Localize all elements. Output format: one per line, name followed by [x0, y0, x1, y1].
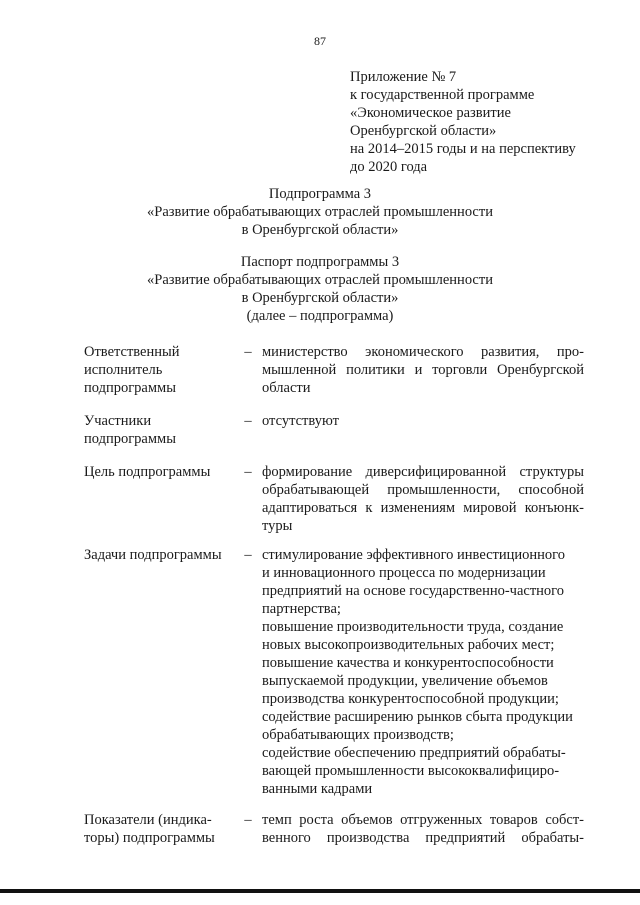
row-value-line: и инновационного процесса по модернизации — [262, 565, 546, 581]
row-value-line: обрабатывающих производств; — [262, 727, 454, 743]
row-value-line: темп роста объемов отгруженных товаров собст- — [262, 812, 584, 828]
appendix-line: Приложение № 7 — [350, 69, 457, 85]
subprogram-title-line: Подпрограмма 3 — [268, 186, 372, 202]
subprogram-title-line: в Оренбургской области» — [241, 222, 399, 238]
passport-title-line: (далее – подпрограмма) — [246, 308, 394, 324]
row-value-line: выпускаемой продукции, увеличение объемов — [262, 673, 548, 689]
passport-title-line: «Развитие обрабатывающих отраслей промышленности — [147, 272, 493, 288]
row-label-line: подпрограммы — [84, 431, 176, 447]
page-number: 87 — [314, 34, 326, 48]
appendix-line: Оренбургской области» — [350, 123, 497, 139]
row-value-line: партнерства; — [262, 601, 341, 617]
row-value-line: отсутствуют — [262, 413, 339, 429]
appendix-line: до 2020 года — [350, 159, 428, 175]
row-value-line: формирование диверсифицированной структуры — [262, 464, 584, 480]
row-value — [262, 343, 584, 397]
row-value-line: стимулирование эффективного инвестиционного — [262, 547, 566, 563]
row-value-line: предприятий на основе государственно-частного — [262, 583, 565, 599]
row-value-line: новых высокопроизводительных рабочих мест; — [262, 637, 555, 653]
row-value-line: содействие расширению рынков сбыта продукции — [262, 709, 573, 725]
row-value — [262, 546, 584, 798]
row-label-line: Участники — [84, 413, 152, 429]
scan-bottom-edge — [0, 889, 640, 893]
subprogram-title-line: «Развитие обрабатывающих отраслей промышленности — [147, 204, 493, 220]
row-label-line: Ответственный — [84, 344, 180, 360]
row-label — [84, 463, 236, 481]
row-value-line: венного производства предприятий обрабаты- — [262, 830, 584, 846]
row-value-line: ванными кадрами — [262, 781, 373, 797]
row-label-line: торы) подпрограммы — [84, 830, 215, 846]
appendix-line: на 2014–2015 годы и на перспективу — [350, 141, 576, 157]
row-label-line: исполнитель — [84, 362, 163, 378]
row-dash: – — [244, 812, 252, 828]
subprogram-title — [0, 185, 640, 239]
row-label — [84, 343, 236, 397]
row-value — [262, 412, 584, 430]
appendix-line: к государственной программе — [350, 87, 535, 103]
row-value-line: адаптироваться к изменениям мировой конъюнк- — [262, 500, 584, 516]
row-value-line: вающей промышленности высококвалифициро- — [262, 763, 560, 779]
appendix-header — [350, 68, 610, 176]
passport-title-line: в Оренбургской области» — [241, 290, 399, 306]
row-value-line: повышение качества и конкурентоспособности — [262, 655, 554, 671]
row-label — [84, 546, 236, 564]
passport-title — [0, 253, 640, 325]
row-value-line: области — [262, 380, 311, 396]
row-dash: – — [244, 464, 252, 480]
row-label-line: Цель подпрограммы — [84, 464, 211, 480]
row-value-line: туры — [262, 518, 293, 534]
row-label — [84, 412, 236, 448]
row-label-line: Задачи подпрограммы — [84, 547, 222, 563]
row-label-line: Показатели (индика- — [84, 812, 212, 828]
row-value-line: министерство экономического развития, про- — [262, 344, 584, 360]
row-value — [262, 811, 584, 847]
row-value-line: производства конкурентоспособной продукции; — [262, 691, 559, 707]
appendix-line: «Экономическое развитие — [350, 105, 511, 121]
row-dash: – — [244, 413, 252, 429]
row-value-line: мышленной политики и торговли Оренбургской — [262, 362, 584, 378]
passport-title-line: Паспорт подпрограммы 3 — [240, 254, 400, 270]
row-value-line: содействие обеспечению предприятий обрабаты- — [262, 745, 566, 761]
row-label-line: подпрограммы — [84, 380, 176, 396]
row-value-line: повышение производительности труда, создание — [262, 619, 564, 635]
row-dash: – — [244, 547, 252, 563]
row-value-line: обрабатывающей промышленности, способной — [262, 482, 584, 498]
row-value — [262, 463, 584, 535]
row-label — [84, 811, 236, 847]
row-dash: – — [244, 344, 252, 360]
